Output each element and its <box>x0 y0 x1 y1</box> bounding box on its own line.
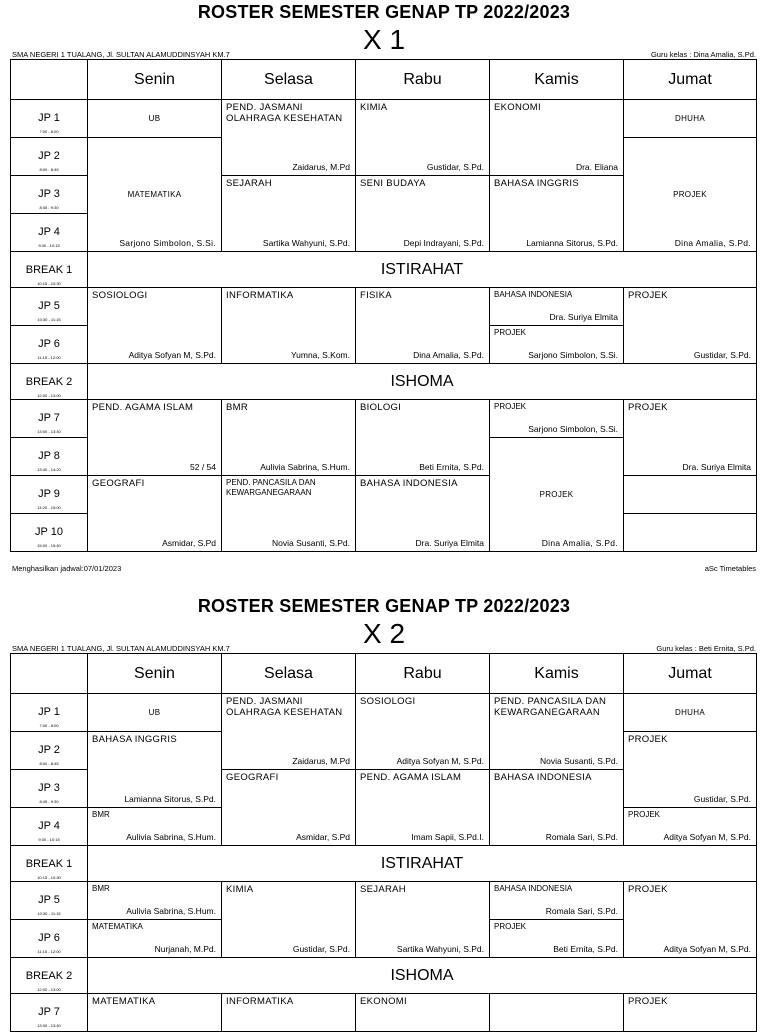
lesson-subject: PROJEK <box>494 402 527 411</box>
lesson-subject: BAHASA INDONESIA <box>360 478 458 489</box>
lesson-teacher: Yumna, S.Kom. <box>290 350 350 360</box>
lesson-subject: SENI BUDAYA <box>360 178 426 189</box>
lesson-subject: KIMIA <box>360 102 388 113</box>
lesson-cell <box>356 100 490 176</box>
lesson-subject: BAHASA INDONESIA <box>494 772 592 783</box>
lesson-subject: BAHASA INGGRIS <box>494 178 579 189</box>
period-time: 10:15 - 10:30 <box>37 281 61 286</box>
lesson-cell <box>490 176 624 252</box>
period-label <box>11 476 88 514</box>
lesson-teacher: Gustidar, S.Pd. <box>426 162 484 172</box>
lesson-cell <box>490 400 624 438</box>
lesson-subject: FISIKA <box>360 290 392 301</box>
lesson-cell <box>88 694 222 732</box>
period-time: 13:00 - 13:40 <box>37 429 61 434</box>
school-name: SMA NEGERI 1 TUALANG, Jl. SULTAN ALAMUDDINSYAH KM.7 <box>12 50 230 59</box>
header-corner <box>11 654 88 694</box>
period-name: JP 5 <box>38 894 60 906</box>
period-time: 15:00 - 15:40 <box>37 543 61 548</box>
period-label <box>11 920 88 958</box>
lesson-cell <box>490 326 624 364</box>
lesson-teacher: Dra. Suriya Elmita <box>415 538 484 548</box>
lesson-cell <box>88 920 222 958</box>
lesson-cell <box>222 100 356 176</box>
period-label <box>11 808 88 846</box>
period-name: JP 1 <box>38 706 60 718</box>
lesson-teacher: Sartika Wahyuni, S.Pd. <box>262 238 350 248</box>
lesson-subject: PROJEK <box>673 190 707 199</box>
lesson-teacher: Dina Amalia, S.Pd. <box>413 350 484 360</box>
lesson-subject: PEND. AGAMA ISLAM <box>92 402 194 413</box>
lesson-teacher: Gustidar, S.Pd. <box>292 944 350 954</box>
homeroom-teacher: Guru kelas : Beti Ernita, S.Pd. <box>656 644 756 653</box>
period-label <box>11 732 88 770</box>
period-name: BREAK 2 <box>25 376 73 388</box>
lesson-cell <box>624 400 757 476</box>
lesson-cell <box>490 770 624 846</box>
lesson-cell <box>88 994 222 1032</box>
period-time: 8:45 - 9:30 <box>39 205 59 210</box>
header-corner <box>11 60 88 100</box>
lesson-teacher: Sarjono Simbolon, S.Si. <box>528 424 618 434</box>
lesson-cell <box>490 694 624 770</box>
lesson-teacher: Novia Susanti, S.Pd. <box>540 756 618 766</box>
lesson-teacher: Romala Sari, S.Pd. <box>545 906 618 916</box>
period-label <box>11 326 88 364</box>
lesson-subject: PROJEK <box>628 402 668 413</box>
day-header-selasa: Selasa <box>222 654 356 694</box>
lesson-cell <box>88 808 222 846</box>
lesson-teacher: 52 / 54 <box>190 462 216 472</box>
lesson-subject: SEJARAH <box>226 178 272 189</box>
period-label <box>11 994 88 1032</box>
lesson-teacher: Aulivia Sabrina, S.Hum. <box>126 832 216 842</box>
lesson-teacher: Zaidarus, M.Pd <box>292 162 350 172</box>
period-time: 9:30 - 10:15 <box>38 243 60 248</box>
period-name: JP 4 <box>38 226 60 238</box>
lesson-teacher: Dina Amalia, S.Pd. <box>541 538 618 548</box>
lesson-cell <box>624 476 757 514</box>
lesson-teacher: Imam Sapii, S.Pd.I. <box>411 832 484 842</box>
lesson-cell <box>356 882 490 958</box>
lesson-subject: PROJEK <box>539 490 574 499</box>
lesson-cell <box>88 400 222 476</box>
period-label <box>11 364 88 400</box>
period-time: 8:00 - 8:45 <box>39 761 59 766</box>
class-name: X 1 <box>362 24 406 55</box>
period-time: 12:00 - 13:00 <box>37 393 61 398</box>
break-banner: ISHOMA <box>88 364 757 400</box>
period-name: JP 2 <box>38 150 60 162</box>
period-name: JP 6 <box>38 338 60 350</box>
period-label <box>11 770 88 808</box>
period-label <box>11 100 88 138</box>
period-name: JP 3 <box>38 188 60 200</box>
lesson-subject: MATEMATIKA <box>127 190 182 199</box>
lesson-cell <box>490 882 624 920</box>
break-banner: ISHOMA <box>88 958 757 994</box>
period-time: 12:00 - 13:00 <box>37 987 61 992</box>
lesson-teacher: Lamianna Sitorus, S.Pd. <box>124 794 216 804</box>
lesson-subject: MATEMATIKA <box>92 996 156 1007</box>
lesson-teacher: Asmidar, S.Pd <box>162 538 216 548</box>
lesson-cell <box>356 770 490 846</box>
lesson-subject: BMR <box>226 402 249 413</box>
lesson-teacher: Dra. Eliana <box>575 162 618 172</box>
school-name: SMA NEGERI 1 TUALANG, Jl. SULTAN ALAMUDDINSYAH KM.7 <box>12 644 230 653</box>
lesson-subject: BAHASA INDONESIA <box>494 884 573 893</box>
lesson-cell <box>356 288 490 364</box>
lesson-teacher: Lamianna Sitorus, S.Pd. <box>526 238 618 248</box>
period-label <box>11 694 88 732</box>
period-label <box>11 958 88 994</box>
lesson-subject: BMR <box>92 884 110 893</box>
lesson-cell <box>624 138 757 252</box>
lesson-subject: PEND. AGAMA ISLAM <box>360 772 462 783</box>
timetable-grid <box>10 59 757 552</box>
lesson-cell <box>222 694 356 770</box>
lesson-cell <box>88 476 222 552</box>
lesson-teacher: Gustidar, S.Pd. <box>693 794 751 804</box>
period-name: JP 8 <box>38 450 60 462</box>
period-label <box>11 176 88 214</box>
lesson-teacher: Aditya Sofyan M, S.Pd. <box>396 756 484 766</box>
day-header-selasa: Selasa <box>222 60 356 100</box>
period-time: 10:30 - 11:15 <box>37 911 61 916</box>
lesson-cell <box>624 288 757 364</box>
lesson-cell <box>222 400 356 476</box>
lesson-subject: DHUHA <box>675 708 705 717</box>
lesson-cell <box>356 176 490 252</box>
period-label <box>11 514 88 552</box>
period-name: JP 6 <box>38 932 60 944</box>
lesson-cell <box>356 694 490 770</box>
period-label <box>11 288 88 326</box>
lesson-cell <box>624 694 757 732</box>
lesson-teacher: Novia Susanti, S.Pd. <box>272 538 350 548</box>
lesson-cell <box>624 732 757 808</box>
lesson-teacher: Sarjono Simbolon, S.Si. <box>119 238 216 248</box>
day-header-senin: Senin <box>88 654 222 694</box>
lesson-cell <box>222 882 356 958</box>
period-time: 9:30 - 10:15 <box>38 837 60 842</box>
lesson-subject: PROJEK <box>628 884 668 895</box>
lesson-subject: INFORMATIKA <box>226 290 294 301</box>
lesson-subject: PEND. PANCASILA DAN KEWARGANEGARAAN <box>226 478 316 497</box>
period-time: 10:15 - 10:30 <box>37 875 61 880</box>
lesson-teacher: Aditya Sofyan M, S.Pd. <box>663 832 751 842</box>
lesson-cell <box>88 100 222 138</box>
class-name: X 2 <box>362 618 406 649</box>
lesson-cell <box>624 994 757 1032</box>
lesson-cell <box>624 514 757 552</box>
lesson-subject: EKONOMI <box>360 996 407 1007</box>
lesson-teacher: Beti Ernita, S.Pd. <box>419 462 484 472</box>
lesson-subject: BIOLOGI <box>360 402 402 413</box>
day-header-senin: Senin <box>88 60 222 100</box>
period-name: JP 1 <box>38 112 60 124</box>
lesson-cell <box>356 476 490 552</box>
period-name: JP 3 <box>38 782 60 794</box>
break-banner: ISTIRAHAT <box>88 252 757 288</box>
period-label <box>11 438 88 476</box>
lesson-cell <box>490 100 624 176</box>
lesson-subject: EKONOMI <box>494 102 541 113</box>
period-name: JP 9 <box>38 488 60 500</box>
homeroom-teacher: Guru kelas : Dina Amalia, S.Pd. <box>650 50 756 59</box>
lesson-subject: PROJEK <box>494 328 527 337</box>
lesson-subject: PROJEK <box>628 290 668 301</box>
period-time: 14:20 - 15:00 <box>37 505 61 510</box>
lesson-subject: KIMIA <box>226 884 254 895</box>
period-time: 13:00 - 13:40 <box>37 1023 61 1028</box>
lesson-subject: PROJEK <box>628 810 661 819</box>
period-time: 8:45 - 9:30 <box>39 799 59 804</box>
day-header-rabu: Rabu <box>356 654 490 694</box>
roster-title: ROSTER SEMESTER GENAP TP 2022/2023 <box>197 2 571 22</box>
period-time: 13:40 - 14:20 <box>37 467 61 472</box>
lesson-subject: DHUHA <box>675 114 705 123</box>
period-time: 7:00 - 8:00 <box>39 723 59 728</box>
lesson-subject: UB <box>148 114 161 123</box>
lesson-subject: BAHASA INDONESIA <box>494 290 573 299</box>
period-time: 8:00 - 8:45 <box>39 167 59 172</box>
lesson-teacher: Depi Indrayani, S.Pd. <box>403 238 484 248</box>
lesson-teacher: Dra. Suriya Elmita <box>682 462 751 472</box>
timetable-grid <box>10 653 757 1032</box>
day-header-jumat: Jumat <box>624 654 757 694</box>
lesson-cell <box>222 770 356 846</box>
period-label <box>11 214 88 252</box>
lesson-teacher: Aditya Sofyan M, S.Pd. <box>128 350 216 360</box>
period-label <box>11 882 88 920</box>
period-name: JP 5 <box>38 300 60 312</box>
lesson-subject: BAHASA INGGRIS <box>92 734 177 745</box>
lesson-cell <box>222 476 356 552</box>
lesson-teacher: Romala Sari, S.Pd. <box>545 832 618 842</box>
lesson-subject: GEOGRAFI <box>92 478 145 489</box>
lesson-cell <box>356 994 490 1032</box>
lesson-cell <box>624 882 757 958</box>
period-time: 7:00 - 8:00 <box>39 129 59 134</box>
period-time: 10:30 - 11:15 <box>37 317 61 322</box>
lesson-teacher: Dina Amalia, S.Pd. <box>674 238 751 248</box>
lesson-cell <box>222 288 356 364</box>
lesson-teacher: Zaidarus, M.Pd <box>292 756 350 766</box>
lesson-teacher: Sarjono Simbolon, S.Si. <box>528 350 618 360</box>
lesson-cell <box>88 138 222 252</box>
lesson-subject: SEJARAH <box>360 884 406 895</box>
period-time: 11:15 - 12:00 <box>37 949 61 954</box>
lesson-subject: INFORMATIKA <box>226 996 294 1007</box>
day-header-kamis: Kamis <box>490 60 624 100</box>
lesson-cell <box>88 288 222 364</box>
period-name: BREAK 1 <box>25 264 73 276</box>
lesson-teacher: Dra. Suriya Elmita <box>549 312 618 322</box>
lesson-teacher: Sartika Wahyuni, S.Pd. <box>396 944 484 954</box>
period-name: JP 7 <box>38 1006 60 1018</box>
lesson-cell <box>490 288 624 326</box>
lesson-subject: PEND. JASMANI OLAHRAGA KESEHATAN <box>226 102 343 124</box>
lesson-teacher: Nurjanah, M.Pd. <box>154 944 216 954</box>
lesson-teacher: Aulivia Sabrina, S.Hum. <box>260 462 350 472</box>
day-header-kamis: Kamis <box>490 654 624 694</box>
break-banner: ISTIRAHAT <box>88 846 757 882</box>
period-label <box>11 846 88 882</box>
lesson-teacher: Beti Ernita, S.Pd. <box>553 944 618 954</box>
day-header-jumat: Jumat <box>624 60 757 100</box>
lesson-subject: PROJEK <box>628 734 668 745</box>
period-name: JP 2 <box>38 744 60 756</box>
generated-date: Menghasilkan jadwal:07/01/2023 <box>12 564 122 573</box>
day-header-rabu: Rabu <box>356 60 490 100</box>
lesson-teacher: Asmidar, S.Pd <box>296 832 350 842</box>
lesson-subject: GEOGRAFI <box>226 772 279 783</box>
lesson-teacher: Aulivia Sabrina, S.Hum. <box>126 906 216 916</box>
lesson-subject: PROJEK <box>628 996 668 1007</box>
generator-brand: aSc Timetables <box>704 564 756 573</box>
period-name: BREAK 2 <box>25 970 73 982</box>
period-name: JP 10 <box>35 526 63 538</box>
lesson-cell <box>490 438 624 552</box>
lesson-subject: MATEMATIKA <box>92 922 143 931</box>
roster-title: ROSTER SEMESTER GENAP TP 2022/2023 <box>197 596 571 616</box>
lesson-subject: PEND. JASMANI OLAHRAGA KESEHATAN <box>226 696 343 718</box>
lesson-cell <box>222 176 356 252</box>
period-label <box>11 252 88 288</box>
lesson-subject: UB <box>148 708 161 717</box>
period-label <box>11 400 88 438</box>
period-name: BREAK 1 <box>25 858 73 870</box>
lesson-subject: BMR <box>92 810 110 819</box>
lesson-cell <box>490 920 624 958</box>
lesson-teacher: Aditya Sofyan M, S.Pd. <box>663 944 751 954</box>
period-name: JP 4 <box>38 820 60 832</box>
period-label <box>11 138 88 176</box>
lesson-cell <box>624 808 757 846</box>
lesson-cell <box>624 100 757 138</box>
lesson-cell <box>490 994 624 1032</box>
lesson-cell <box>222 994 356 1032</box>
lesson-cell <box>88 732 222 808</box>
lesson-subject: PEND. PANCASILA DAN KEWARGANEGARAAN <box>494 696 607 718</box>
period-name: JP 7 <box>38 412 60 424</box>
lesson-cell <box>88 882 222 920</box>
lesson-subject: PROJEK <box>494 922 527 931</box>
lesson-subject: SOSIOLOGI <box>92 290 148 301</box>
lesson-subject: SOSIOLOGI <box>360 696 416 707</box>
lesson-teacher: Gustidar, S.Pd. <box>693 350 751 360</box>
period-time: 11:15 - 12:00 <box>37 355 61 360</box>
lesson-cell <box>356 400 490 476</box>
